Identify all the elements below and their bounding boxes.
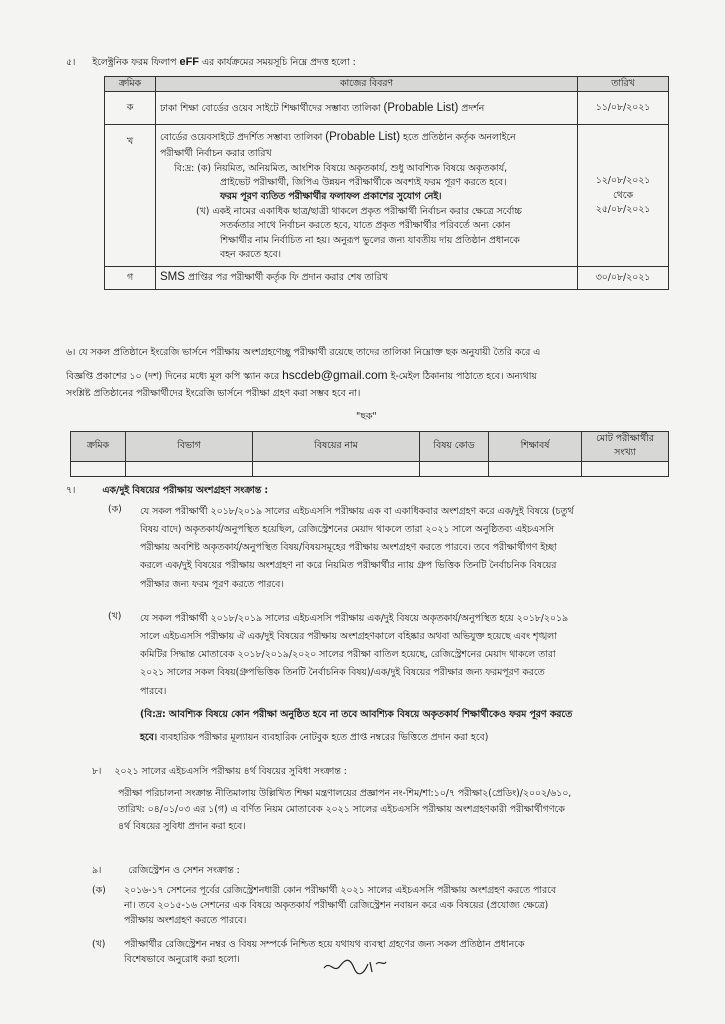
section-9-ka: [124, 884, 672, 929]
table-row: [105, 92, 669, 125]
paragraph-line: যে সকল প্রতিষ্ঠানে ইংরেজি ভার্সনে পরীক্ষায় অংশগ্রহণেচ্ছু পরীক্ষার্থী রয়েছে তাদের তালিকা নিম্নোক্ত ছক অনুযায়ী তৈরি করে এ: [78, 347, 541, 358]
date-to: ২৫/০৮/২০২১: [595, 204, 651, 216]
section-5-heading: [66, 54, 356, 71]
paragraph-line: সংশ্লিষ্ট প্রতিষ্ঠানের পরীক্ষার্থীদের ইংরেজি ভার্সনে পরীক্ষা গ্রহণ করা সম্ভব হবে না।: [66, 388, 361, 399]
date-from: ১২/০৮/২০২১: [595, 175, 651, 187]
note-bold-word: হবে।: [140, 731, 158, 743]
paragraph-line: ব্যবহারিক পরীক্ষার মূল্যায়ন ব্যবহারিক নোটবুক হতে প্রাপ্ত নম্বরের ভিত্তিতে প্রদান করা হবে): [157, 731, 489, 743]
paragraph-line: বিশেষভাবে অনুরোধ করা হলো।: [124, 953, 240, 965]
table-cell: [253, 461, 420, 476]
email-address: hscdeb@gmail.com: [282, 368, 388, 383]
table-header-row: [71, 432, 669, 462]
paragraph-line: ই-মেইল ঠিকানায় পাঠাতে হবে। অন্যথায়: [387, 371, 537, 383]
item-label: (খ): [108, 611, 122, 622]
english-version-table: [70, 431, 669, 477]
header-academic-year: শিক্ষাবর্ষ: [489, 432, 582, 462]
section-6: [66, 346, 676, 401]
item-label: (খ): [92, 939, 106, 950]
paragraph-line: করলে এক/দুই বিষয়ের পরীক্ষায় অংশগ্রহণ না করে নিয়মিত পরীক্ষার্থীর ন্যায় গ্রুপ ভিত্তিক তিনটি নৈর্বাচনিক বিষয়ের: [140, 560, 557, 572]
chhok-label: "ছক": [356, 411, 377, 422]
row-date: ৩০/০৮/২০২১: [578, 267, 669, 290]
section-intro-end: এর কার্যক্রমের সময়সূচি নিম্নে প্রদত্ত হলো :: [199, 57, 356, 68]
paragraph-line: পরীক্ষার্থীর রেজিস্ট্রেশন নম্বর ও বিষয় সম্পর্কে নিশ্চিত হয়ে যথাযথ ব্যবস্থা গ্রহণের জন্য সকল প্রতিষ্ঠান প্রধানকে: [124, 939, 525, 950]
note-text: বি:দ্র: (ক) নিয়মিত, অনিয়মিত, আংশিক বিষয়ে অকৃতকার্য, শুধু আবশ্যিক বিষয়ে অকৃতকার্য,: [174, 162, 508, 174]
section-number: ৭।: [66, 485, 76, 496]
row-description: [156, 125, 578, 267]
row-date-range: [578, 125, 669, 267]
paragraph-line: কমিটির সিদ্ধান্ত মোতাবেক ২০১৮/২০১৯/২০২০ সালের পরীক্ষা বাতিল হয়েছে, রেজিস্ট্রেশনের মেয়াদ থাকলে তারা: [140, 649, 556, 661]
probable-list: (Probable List): [325, 131, 401, 144]
section-8-heading: [92, 765, 347, 779]
section-intro: ইলেক্ট্রনিক ফরম ফিলাপ: [92, 57, 180, 68]
note-bold-text: ফরম পূরণ ব্যতিত পরীক্ষার্থীর ফলাফল প্রকাশের সুযোগ নেই।: [220, 191, 442, 203]
row-serial: ক: [105, 92, 156, 125]
note-text: প্রাইভেট পরীক্ষার্থী, জিপিএ উন্নয়ন পরীক্ষার্থীকে অবশ্যই ফরম পূরণ করতে হবে।: [220, 177, 507, 189]
table-cell: [71, 461, 126, 476]
row-description: [156, 92, 578, 125]
table-row: [105, 125, 669, 267]
desc-text: প্রাপ্তির পর পরীক্ষার্থী কর্তৃক ফি প্রদান করার শেষ তারিখ: [184, 272, 388, 284]
paragraph-line: পরীক্ষা পরিচালনা সংক্রান্ত নীতিমালায় উল্লিখিত শিক্ষা মন্ত্রণালয়ের প্রজ্ঞাপন নং-শিম/শা:১০/৭ পরীক্ষা২(প্রেডিং)/২০০২/৬১০,: [118, 788, 572, 799]
note-text: (খ) একই নামের একাধিক ছাত্র/ছাত্রী থাকলে প্রকৃত পরীক্ষার্থী নির্বাচন করার ক্ষেত্রে সর্বোচ্চ: [196, 205, 522, 217]
section-number: ৮।: [92, 766, 102, 777]
row-serial: গ: [105, 267, 156, 290]
section-9-kha: [124, 938, 672, 968]
section-number: ৫।: [66, 57, 76, 68]
paragraph-line: ২০১৬-১৭ সেশনের পূর্বের রেজিস্ট্রেশনধারী কোন পরীক্ষার্থী ২০২১ সালের এইচএসসি পরীক্ষায় অংশগ্রহণ করতে পারবে: [124, 885, 556, 896]
row-serial: খ: [105, 125, 156, 267]
item-label: (ক): [92, 885, 106, 896]
header-total-examinees: মোট পরীক্ষার্থীর সংখ্যা: [582, 432, 669, 462]
section-number: ৯।: [92, 865, 102, 876]
section-title: এক/দুই বিষয়ের পরীক্ষায় অংশগ্রহণ সংক্রান্ত :: [102, 485, 269, 496]
paragraph-line: পারবে।: [140, 685, 167, 697]
section-8-body: [118, 786, 673, 835]
paragraph-line: ২০২১ সালের সকল বিষয়(গ্রুপভিত্তিক তিনটি নৈর্বাচনিক বিষয়)/এক/দুই বিষয়ের পরীক্ষার জন্য ফরমপূরণ করতে: [140, 667, 545, 679]
paragraph-line: ৪র্থ বিষয়ের সুবিধা প্রদান করা হবে।: [118, 820, 246, 832]
section-title: ২০২১ সালের এইচএসসি পরীক্ষায় ৪র্থ বিষয়ের সুবিধা সংক্রান্ত :: [114, 766, 347, 777]
section-7-kha: [140, 610, 672, 747]
paragraph-line: বিজ্ঞপ্তি প্রকাশের ১০ (দশ) দিনের মধ্যে মূল কপি স্ক্যান করে: [66, 371, 283, 383]
paragraph-line: পরীক্ষায় অংশগ্রহণ করতে পারবে।: [124, 914, 247, 926]
section-7-heading: [66, 484, 268, 498]
note-text: শিক্ষার্থীর নাম নির্বাচিত না হয়। অনুরূপ ভুলের জন্য যাবতীয় দায় প্রতিষ্ঠান প্রধানকে: [220, 234, 520, 246]
desc-text: প্রদর্শন: [458, 102, 485, 114]
paragraph-line: তারিখ: ০৪/০১/০৩ এর ১(গ) এ বর্ণিত নিয়ম মোতাবেক ২০২১ সালের এইচএসসি পরীক্ষায় অংশগ্রহণকারী পরীক্ষার্থীগণকে: [118, 804, 565, 816]
note-text: বহন করতে হবে।: [220, 249, 281, 261]
probable-list: (Probable List): [383, 101, 459, 114]
desc-text: বোর্ডের ওয়েবসাইটে প্রদর্শিত সম্ভাব্য তালিকা: [160, 132, 326, 144]
paragraph-line: যে সকল পরীক্ষার্থী ২০১৮/২০১৯ সালের এইচএসসি পরীক্ষায় এক/দুই বিষয়ে অকৃতকার্য/অনুপস্থিত হয়ে ২০১৮/২০১৯: [140, 613, 569, 624]
signature-scribble: [320, 952, 390, 978]
header-serial: ক্রমিক: [71, 432, 126, 462]
section-title: রেজিস্ট্রেশন ও সেশন সংক্রান্ত :: [128, 865, 240, 876]
paragraph-line: না। তবে ২০১৫-১৬ সেশনের এক বিষয়ে অকৃতকার্য পরীক্ষার্থী রেজিস্ট্রেশন নবায়ন করে এক বিষয়ের (প্রযোজ্য ক্ষেত্রে): [124, 899, 549, 911]
note-bold-line: (বি:দ্র: আবশ্যিক বিষয়ে কোন পরীক্ষা অনুষ্ঠিত হবে না তবে আবশ্যিক বিষয়ে অকৃতকার্য শিক্ষার্থীকেও ফরম পূরণ করতে: [140, 708, 573, 720]
paragraph-line: পরীক্ষার জন্য ফরম পূরণ করতে পারবে।: [140, 578, 284, 590]
section-7-ka: [140, 503, 672, 594]
table-row: [105, 267, 669, 290]
paragraph-line: যে সকল পরীক্ষার্থী ২০১৮/২০১৯ সালের এইচএসসি পরীক্ষায় এক বা একাধিকবার অংশগ্রহণ করে এক/দুই বিষয়ে (চতুর্থ: [140, 506, 574, 517]
desc-text: ঢাকা শিক্ষা বোর্ডের ওয়েব সাইটে শিক্ষার্থীদের সম্ভাব্য তালিকা: [160, 102, 384, 114]
header-department: বিভাগ: [126, 432, 253, 462]
table-header-row: [105, 77, 669, 92]
header-description: কাজের বিবরণ: [156, 77, 578, 92]
paragraph-line: সালে এইচএসসি পরীক্ষায় ঐ এক/দুই বিষয়ের পরীক্ষায় অংশগ্রহণকালে বহিষ্কার অথবা অভিযুক্ত হয়েছে এবং শৃঙ্খলা: [140, 631, 557, 643]
paragraph-line: বিষয় বাদে) অকৃতকার্য/অনুপস্থিত হয়েছিল, রেজিস্ট্রেশনের মেয়াদ থাকলে তারা ২০২১ সালে অনুষ্ঠিতব্য এইচএসসি: [140, 524, 554, 536]
table-cell: [489, 461, 582, 476]
schedule-table: [104, 76, 669, 290]
header-serial: ক্রমিক: [105, 77, 156, 92]
desc-text: হতে প্রতিষ্ঠান কর্তৃক অনলাইনে: [400, 132, 516, 144]
sms-label: SMS: [160, 271, 185, 284]
header-subject-name: বিষয়ের নাম: [253, 432, 420, 462]
row-description: [156, 267, 578, 290]
header-date: তারিখ: [578, 77, 669, 92]
eff-label: eFF: [179, 56, 200, 68]
note-text: সতর্কতার সাথে নির্বাচন করতে হবে, যাতে প্রকৃত পরীক্ষার্থীর পরিবর্তে অন্য কোন: [220, 220, 511, 232]
section-number: ৬।: [66, 347, 76, 358]
table-row: [71, 461, 669, 476]
table-cell: [420, 461, 489, 476]
header-subject-code: বিষয় কোড: [420, 432, 489, 462]
table-cell: [126, 461, 253, 476]
paragraph-line: পরীক্ষায় অবশিষ্ট অকৃতকার্য/অনুপস্থিত বিষয়/বিষয়সমূহের পরীক্ষায় অংশগ্রহণ করতে পারবে। তবে পরীক্ষার্থীগণ ইচ্ছা: [140, 542, 557, 554]
date-connector: থেকে: [612, 189, 634, 201]
table-cell: [582, 461, 669, 476]
item-label: (ক): [108, 504, 122, 515]
desc-text: পরীক্ষার্থী নির্বাচন করার তারিখ: [160, 148, 272, 160]
row-date: ১১/০৮/২০২১: [578, 92, 669, 125]
section-9-heading: [92, 864, 240, 878]
